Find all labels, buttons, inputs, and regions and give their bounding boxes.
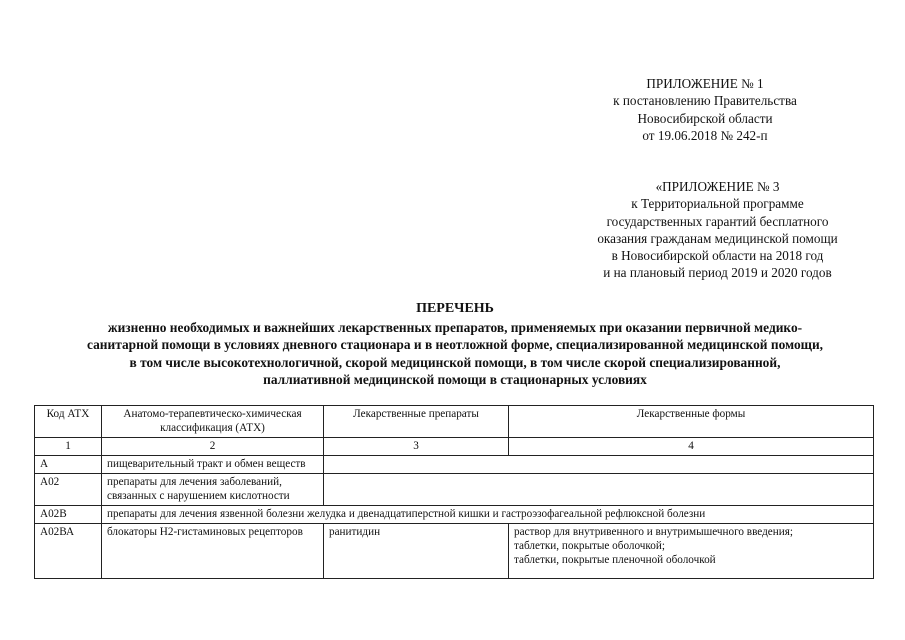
appendix-1-line: Новосибирской области bbox=[637, 110, 773, 126]
table-row bbox=[35, 456, 874, 474]
table-row bbox=[35, 506, 874, 524]
appendix-3-header bbox=[545, 178, 890, 282]
dosage-form-item: таблетки, покрытые пленочной оболочкой bbox=[514, 554, 716, 566]
title-line: в том числе высокотехнологичной, скорой медицинской помощи, в том числе скорой специализированной, bbox=[129, 354, 781, 370]
table-header-row bbox=[35, 406, 874, 438]
atc-code-cell: А02 bbox=[35, 474, 102, 506]
dosage-form-item: раствор для внутривенного и внутримышечного введения; bbox=[514, 526, 794, 538]
appendix-3-line: государственных гарантий бесплатного bbox=[606, 213, 829, 229]
appendix-1-line: от 19.06.2018 № 242-п bbox=[642, 127, 768, 143]
appendix-1-line: к постановлению Правительства bbox=[613, 93, 797, 109]
column-number: 1 bbox=[35, 438, 102, 456]
header-atc-code: Код АТХ bbox=[35, 406, 102, 438]
document-title bbox=[30, 300, 880, 389]
title-line: жизненно необходимых и важнейших лекарственных препаратов, применяемых при оказании первичной медико- bbox=[107, 319, 803, 335]
title-line: паллиативной медицинской помощи в стационарных условиях bbox=[263, 372, 647, 388]
header-drugs: Лекарственные препараты bbox=[324, 406, 509, 438]
column-number: 4 bbox=[509, 438, 874, 456]
empty-cell bbox=[324, 474, 874, 506]
title-main: ПЕРЕЧЕНЬ bbox=[416, 301, 494, 316]
title-line: санитарной помощи в условиях дневного стационара и в неотложной форме, специализированной медицинской помощи, bbox=[86, 337, 824, 353]
appendix-3-line: к Территориальной программе bbox=[631, 196, 804, 212]
medicines-table bbox=[34, 405, 874, 579]
table-row bbox=[35, 474, 874, 506]
appendix-3-line: «ПРИЛОЖЕНИЕ № 3 bbox=[655, 179, 780, 194]
dosage-forms-cell bbox=[509, 524, 874, 579]
atc-class-cell: пищеварительный тракт и обмен веществ bbox=[102, 456, 324, 474]
appendix-3-line: в Новосибирской области на 2018 год bbox=[611, 248, 824, 264]
empty-cell bbox=[324, 456, 874, 474]
atc-code-cell: А bbox=[35, 456, 102, 474]
appendix-1-header bbox=[580, 75, 830, 144]
drug-name-cell: ранитидин bbox=[324, 524, 509, 579]
appendix-3-line: оказания гражданам медицинской помощи bbox=[597, 230, 838, 246]
atc-class-cell: препараты для лечения заболеваний, связанных с нарушением кислотности bbox=[102, 474, 324, 506]
atc-class-cell: препараты для лечения язвенной болезни желудка и двенадцатиперстной кишки и гастроэзофагеальной рефлюксной болезни bbox=[102, 506, 874, 524]
appendix-1-line: ПРИЛОЖЕНИЕ № 1 bbox=[646, 76, 764, 91]
column-number-row bbox=[35, 438, 874, 456]
atc-code-cell: А02ВА bbox=[35, 524, 102, 579]
table-row bbox=[35, 524, 874, 579]
appendix-3-line: и на плановый период 2019 и 2020 годов bbox=[603, 265, 832, 281]
header-dosage-forms: Лекарственные формы bbox=[509, 406, 874, 438]
column-number: 3 bbox=[324, 438, 509, 456]
header-atc-classification: Анатомо-терапевтическо-химическая классификация (АТХ) bbox=[102, 406, 324, 438]
dosage-form-item: таблетки, покрытые оболочкой; bbox=[514, 540, 665, 552]
column-number: 2 bbox=[102, 438, 324, 456]
atc-class-cell: блокаторы Н2-гистаминовых рецепторов bbox=[102, 524, 324, 579]
atc-code-cell: А02В bbox=[35, 506, 102, 524]
